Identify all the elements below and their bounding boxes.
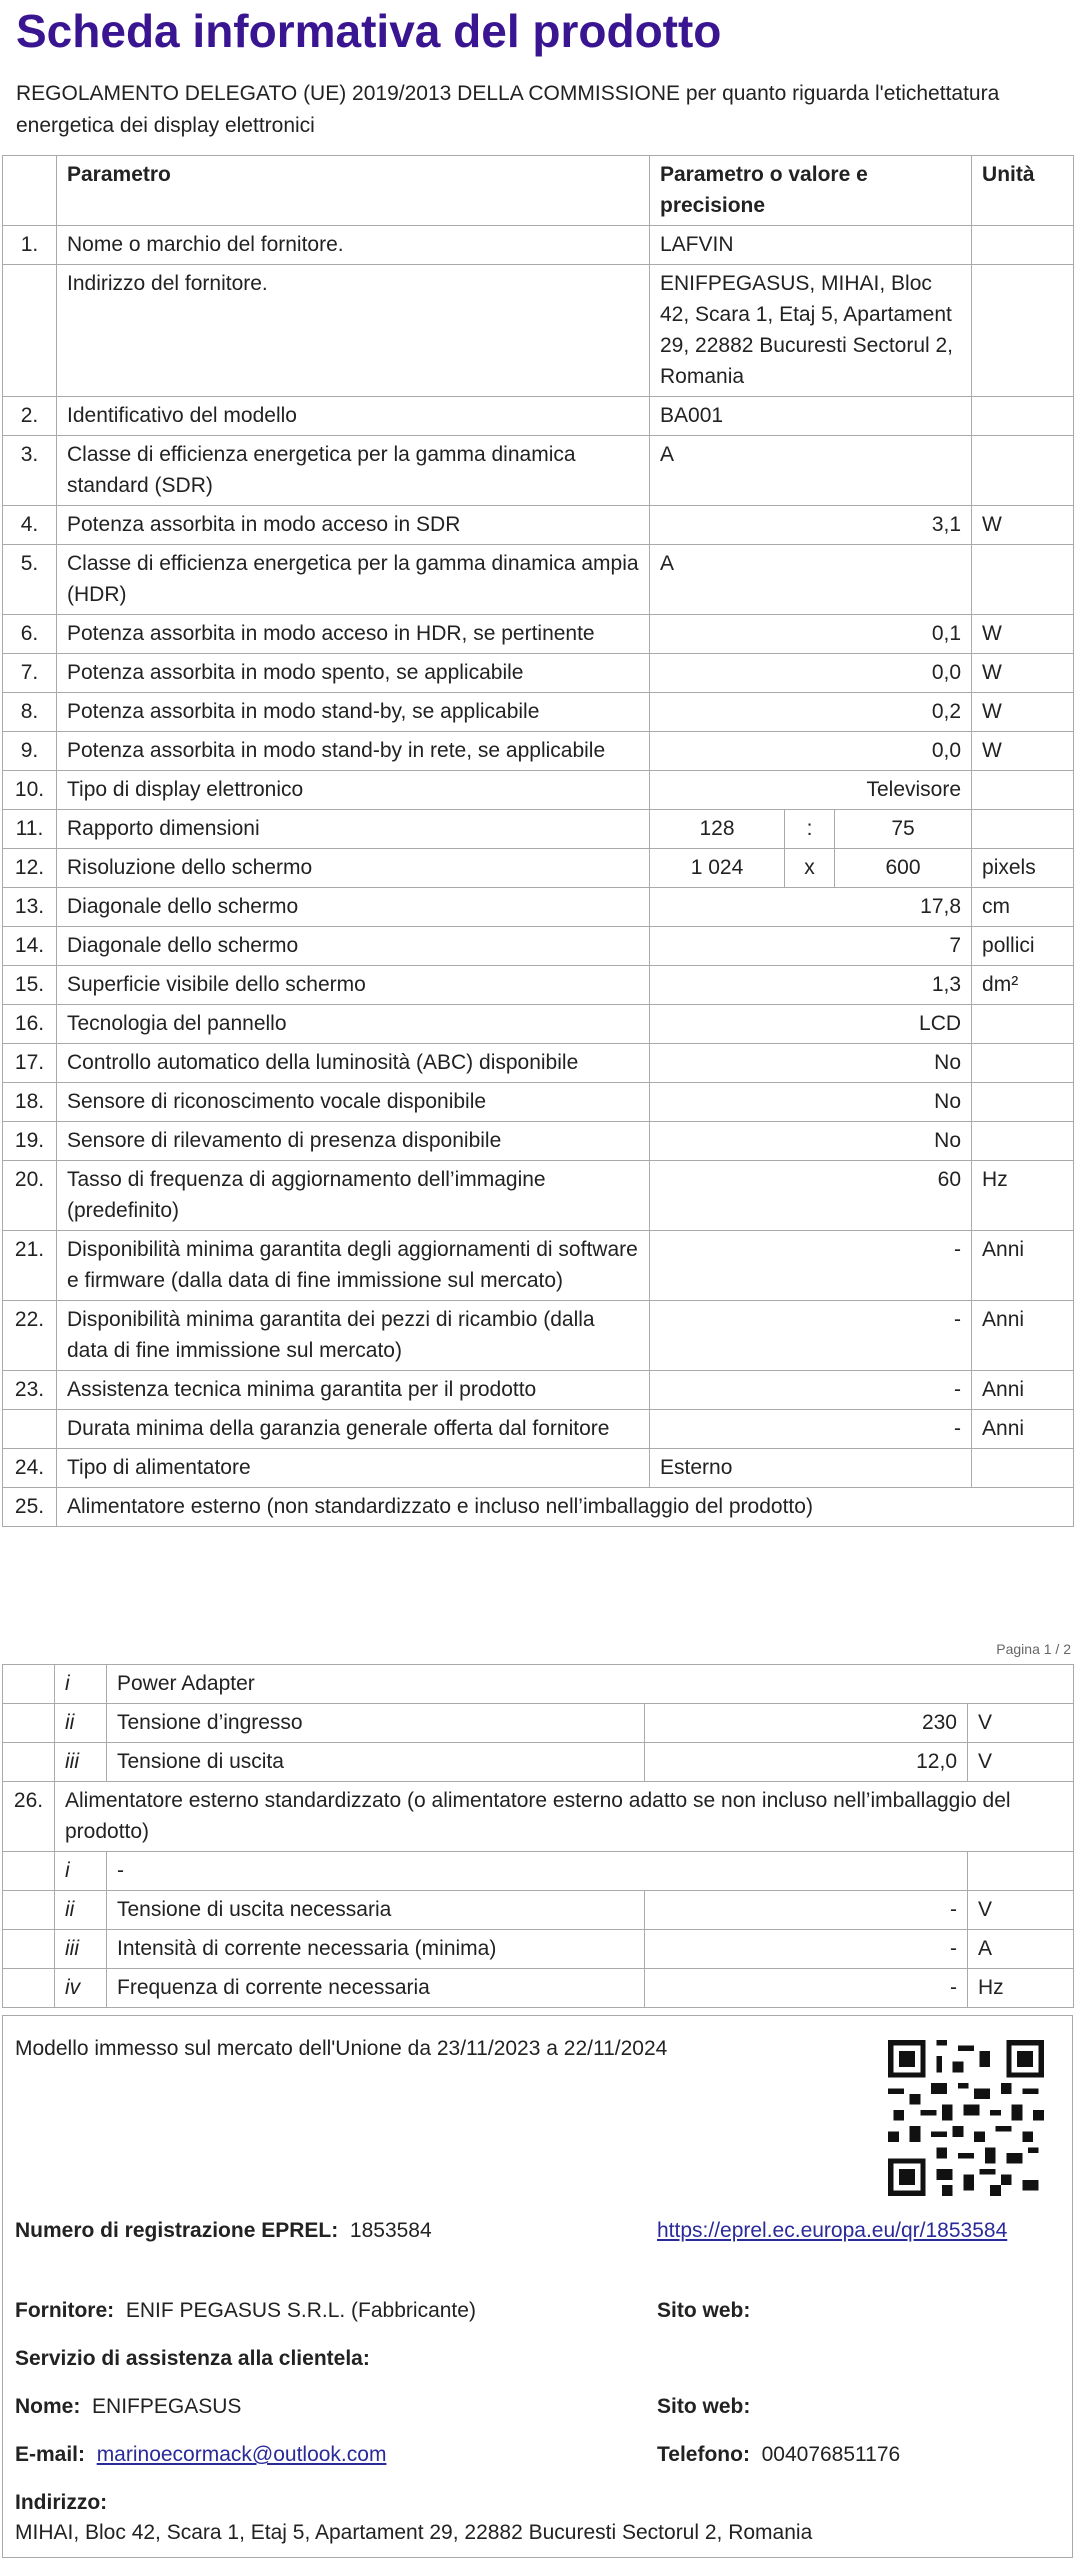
table-cell: 25. xyxy=(3,1488,57,1527)
table-cell: 6. xyxy=(3,615,57,654)
phone-label: Telefono: xyxy=(657,2443,750,2466)
table-cell: Alimentatore esterno standardizzato (o alimentatore esterno adatto se non incluso nell’imballaggio del prodotto) xyxy=(55,1782,1074,1852)
table-cell: 10. xyxy=(3,771,57,810)
table-cell: BA001 xyxy=(650,397,972,436)
phone-value: 004076851176 xyxy=(761,2443,901,2466)
table-cell: 128 xyxy=(650,810,785,849)
table-cell: - xyxy=(650,1371,972,1410)
product-info-table xyxy=(2,155,1074,1527)
eprel-footer xyxy=(2,2015,1073,2558)
supplier-label: Fornitore: xyxy=(15,2299,115,2322)
table-cell: - xyxy=(650,1231,972,1301)
table-row xyxy=(3,771,1074,810)
table-cell: 3. xyxy=(3,436,57,506)
table-row xyxy=(3,1704,1074,1743)
address-label: Indirizzo: xyxy=(15,2491,108,2514)
table-cell: i xyxy=(55,1665,107,1704)
table-cell: Potenza assorbita in modo stand-by in rete, se applicabile xyxy=(57,732,650,771)
table-cell: Tensione di uscita xyxy=(107,1743,645,1782)
table-cell: No xyxy=(650,1083,972,1122)
table-cell: Diagonale dello schermo xyxy=(57,927,650,966)
table-cell: Superficie visibile dello schermo xyxy=(57,966,650,1005)
customer-service-heading: Servizio di assistenza alla clientela: xyxy=(15,2347,370,2370)
qr-code-icon[interactable] xyxy=(888,2040,1044,2196)
table-row xyxy=(3,436,1074,506)
table-row xyxy=(3,1930,1074,1969)
table-cell: 17,8 xyxy=(650,888,972,927)
table-cell: Disponibilità minima garantita degli aggiornamenti di software e firmware (dalla data di fine immissione sul mercato) xyxy=(57,1231,650,1301)
table-cell: Televisore xyxy=(650,771,972,810)
table-cell: W xyxy=(972,732,1074,771)
table-row xyxy=(3,1743,1074,1782)
table-cell: Nome o marchio del fornitore. xyxy=(57,226,650,265)
table-row xyxy=(3,1161,1074,1231)
table-cell: Tipo di display elettronico xyxy=(57,771,650,810)
page-number: Pagina 1 / 2 xyxy=(996,1641,1071,1657)
table-cell: dm² xyxy=(972,966,1074,1005)
table-cell: V xyxy=(968,1891,1074,1930)
table-row xyxy=(3,1301,1074,1371)
address-value: MIHAI, Bloc 42, Scara 1, Etaj 5, Apartament 29, 22882 Bucuresti Sectorul 2, Romania xyxy=(15,2521,813,2544)
table-cell: Durata minima della garanzia generale offerta dal fornitore xyxy=(57,1410,650,1449)
table-cell: 16. xyxy=(3,1005,57,1044)
table-cell: Alimentatore esterno (non standardizzato e incluso nell’imballaggio del prodotto) xyxy=(57,1488,1074,1527)
table-cell: Potenza assorbita in modo spento, se applicabile xyxy=(57,654,650,693)
supplier-value: ENIF PEGASUS S.R.L. (Fabbricante) xyxy=(125,2299,476,2322)
table-cell: Potenza assorbita in modo acceso in SDR xyxy=(57,506,650,545)
table-cell: 15. xyxy=(3,966,57,1005)
table-row xyxy=(3,545,1074,615)
table-cell: pollici xyxy=(972,927,1074,966)
table-cell: 3,1 xyxy=(650,506,972,545)
header-param: Parametro xyxy=(57,156,650,226)
table-cell: 13. xyxy=(3,888,57,927)
table-cell: Controllo automatico della luminosità (ABC) disponibile xyxy=(57,1044,650,1083)
table-cell: - xyxy=(650,1410,972,1449)
table-row xyxy=(3,654,1074,693)
table-row xyxy=(3,1005,1074,1044)
table-cell: LCD xyxy=(650,1005,972,1044)
table-row xyxy=(3,1083,1074,1122)
table-cell: Hz xyxy=(972,1161,1074,1231)
table-cell: Classe di efficienza energetica per la gamma dinamica standard (SDR) xyxy=(57,436,650,506)
table-row xyxy=(3,810,1074,849)
table-cell: Diagonale dello schermo xyxy=(57,888,650,927)
header-value: Parametro o valore e precisione xyxy=(650,156,972,226)
regulation-subtitle: REGOLAMENTO DELEGATO (UE) 2019/2013 DELLA COMMISSIONE per quanto riguarda l'etichettatura energetica dei display elettronici xyxy=(16,82,1000,137)
table-cell: Tipo di alimentatore xyxy=(57,1449,650,1488)
table-cell: W xyxy=(972,654,1074,693)
table-row xyxy=(3,1852,1074,1891)
table-cell: No xyxy=(650,1122,972,1161)
table-row xyxy=(3,506,1074,545)
table-row xyxy=(3,397,1074,436)
table-cell: - xyxy=(645,1969,968,2008)
table-cell: 7. xyxy=(3,654,57,693)
table-cell: 7 xyxy=(650,927,972,966)
table-cell: 230 xyxy=(645,1704,968,1743)
table-row xyxy=(3,927,1074,966)
table-cell: ii xyxy=(55,1891,107,1930)
page-title: Scheda informativa del prodotto xyxy=(16,5,722,57)
table-cell: : xyxy=(785,810,835,849)
table-cell: - xyxy=(645,1891,968,1930)
table-cell: Anni xyxy=(972,1301,1074,1371)
table-cell: Identificativo del modello xyxy=(57,397,650,436)
eprel-label: Numero di registrazione EPREL: xyxy=(15,2219,339,2242)
table-row xyxy=(3,1969,1074,2008)
header-unit: Unità xyxy=(972,156,1074,226)
table-cell: i xyxy=(55,1852,107,1891)
table-cell: V xyxy=(968,1704,1074,1743)
table-cell: 21. xyxy=(3,1231,57,1301)
table-cell: Tensione d’ingresso xyxy=(107,1704,645,1743)
table-row xyxy=(3,226,1074,265)
table-cell: Potenza assorbita in modo acceso in HDR, se pertinente xyxy=(57,615,650,654)
table-cell: Intensità di corrente necessaria (minima) xyxy=(107,1930,645,1969)
table-cell: ii xyxy=(55,1704,107,1743)
table-row xyxy=(3,1371,1074,1410)
email-link[interactable]: marinoecormack@outlook.com xyxy=(96,2443,387,2466)
table-cell: 18. xyxy=(3,1083,57,1122)
table-cell: V xyxy=(968,1743,1074,1782)
table-cell: 24. xyxy=(3,1449,57,1488)
table-cell: iv xyxy=(55,1969,107,2008)
table-cell: Power Adapter xyxy=(107,1665,1074,1704)
table-cell: A xyxy=(650,436,972,506)
table-row xyxy=(3,732,1074,771)
table-row xyxy=(3,1122,1074,1161)
table-cell: Anni xyxy=(972,1231,1074,1301)
table-cell: Tasso di frequenza di aggiornamento dell’immagine (predefinito) xyxy=(57,1161,650,1231)
name-label: Nome: xyxy=(15,2395,81,2418)
table-cell: 14. xyxy=(3,927,57,966)
table-cell: 17. xyxy=(3,1044,57,1083)
table-row xyxy=(3,1044,1074,1083)
table-row xyxy=(3,1410,1074,1449)
table-cell: Hz xyxy=(968,1969,1074,2008)
website-label: Sito web: xyxy=(657,2299,751,2322)
eprel-link[interactable]: https://eprel.ec.europa.eu/qr/1853584 xyxy=(657,2219,1008,2242)
table-cell: Anni xyxy=(972,1371,1074,1410)
table-cell: 11. xyxy=(3,810,57,849)
table-cell: - xyxy=(107,1852,968,1891)
table-cell: 20. xyxy=(3,1161,57,1231)
table-cell: Tecnologia del pannello xyxy=(57,1005,650,1044)
table-cell: - xyxy=(650,1301,972,1371)
table-cell: Assistenza tecnica minima garantita per il prodotto xyxy=(57,1371,650,1410)
table-row xyxy=(3,1488,1074,1527)
power-supply-table xyxy=(2,1664,1074,2008)
table-cell: iii xyxy=(55,1930,107,1969)
table-cell: Sensore di riconoscimento vocale disponibile xyxy=(57,1083,650,1122)
table-cell: 26. xyxy=(3,1782,55,1852)
table-cell: A xyxy=(650,545,972,615)
table-cell: 12. xyxy=(3,849,57,888)
table-cell: Esterno xyxy=(650,1449,972,1488)
table-cell: pixels xyxy=(972,849,1074,888)
table-cell: cm xyxy=(972,888,1074,927)
table-cell: 12,0 xyxy=(645,1743,968,1782)
table-cell: 4. xyxy=(3,506,57,545)
table-cell: 0,1 xyxy=(650,615,972,654)
table-cell: Indirizzo del fornitore. xyxy=(57,265,650,397)
table-row xyxy=(3,849,1074,888)
email-label: E-mail: xyxy=(15,2443,86,2466)
table-row xyxy=(3,888,1074,927)
table-row xyxy=(3,966,1074,1005)
table-cell: W xyxy=(972,615,1074,654)
table-cell: 60 xyxy=(650,1161,972,1231)
table-cell: A xyxy=(968,1930,1074,1969)
table-row xyxy=(3,1782,1074,1852)
table-cell: Risoluzione dello schermo xyxy=(57,849,650,888)
table-cell: No xyxy=(650,1044,972,1083)
table-cell: 19. xyxy=(3,1122,57,1161)
table-cell: 9. xyxy=(3,732,57,771)
table-cell: iii xyxy=(55,1743,107,1782)
table-row xyxy=(3,1891,1074,1930)
table-cell: 5. xyxy=(3,545,57,615)
table-cell: 8. xyxy=(3,693,57,732)
table-cell: - xyxy=(645,1930,968,1969)
table-cell: 22. xyxy=(3,1301,57,1371)
table-row xyxy=(3,265,1074,397)
table-row xyxy=(3,615,1074,654)
website-label-2: Sito web: xyxy=(657,2395,751,2418)
name-value: ENIFPEGASUS xyxy=(92,2395,242,2418)
table-row xyxy=(3,693,1074,732)
table-row xyxy=(3,1449,1074,1488)
table-cell: 0,0 xyxy=(650,654,972,693)
market-period: Modello immesso sul mercato dell'Unione da 23/11/2023 a 22/11/2024 xyxy=(15,2037,668,2060)
table-cell: 1 024 xyxy=(650,849,785,888)
table-cell: Frequenza di corrente necessaria xyxy=(107,1969,645,2008)
table-cell: ENIFPEGASUS, MIHAI, Bloc 42, Scara 1, Etaj 5, Apartament 29, 22882 Bucuresti Sectorul 2, Romania xyxy=(650,265,972,397)
table-cell: Rapporto dimensioni xyxy=(57,810,650,849)
table-cell: 2. xyxy=(3,397,57,436)
table-cell: 0,2 xyxy=(650,693,972,732)
table-cell: Potenza assorbita in modo stand-by, se applicabile xyxy=(57,693,650,732)
table-cell: x xyxy=(785,849,835,888)
table-row xyxy=(3,1231,1074,1301)
table-cell: 0,0 xyxy=(650,732,972,771)
table-cell: 1,3 xyxy=(650,966,972,1005)
table-cell: 600 xyxy=(835,849,972,888)
table-cell: Anni xyxy=(972,1410,1074,1449)
table-row xyxy=(3,1665,1074,1704)
table-cell: Sensore di rilevamento di presenza disponibile xyxy=(57,1122,650,1161)
table-cell: Classe di efficienza energetica per la gamma dinamica ampia (HDR) xyxy=(57,545,650,615)
table-cell: W xyxy=(972,693,1074,732)
table-cell: 75 xyxy=(835,810,972,849)
table-cell: LAFVIN xyxy=(650,226,972,265)
table-cell: 1. xyxy=(3,226,57,265)
table-cell: Tensione di uscita necessaria xyxy=(107,1891,645,1930)
table-header-row xyxy=(3,156,1074,226)
table-cell: 23. xyxy=(3,1371,57,1410)
table-cell: Disponibilità minima garantita dei pezzi di ricambio (dalla data di fine immissione sul mercato) xyxy=(57,1301,650,1371)
eprel-number: 1853584 xyxy=(349,2219,432,2242)
table-cell: W xyxy=(972,506,1074,545)
